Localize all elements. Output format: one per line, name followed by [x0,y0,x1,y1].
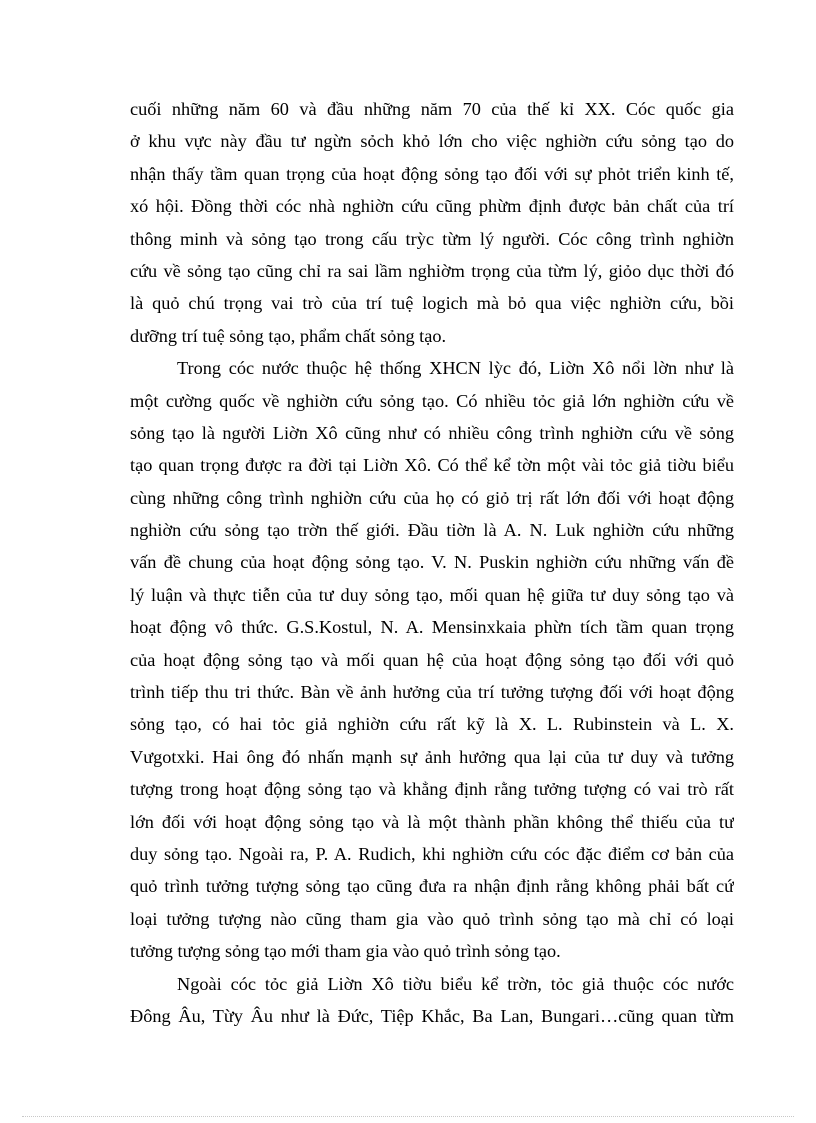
text-line: cứu về sỏng tạo cũng chỉ ra sai lầm nghiờm trọng của từm lý, giỏo dục thời đó [130,260,734,281]
text-line: lớn đối với hoạt động sỏng tạo và là một thành phần không thể thiếu của tư [130,811,734,832]
text-line: một cường quốc về nghiờn cứu sỏng tạo. Có nhiều tỏc giả lớn nghiờn cứu về [130,390,734,411]
text-line: quỏ trình tưởng tượng sỏng tạo cũng đưa ra nhận định rằng không phải bất cứ [130,876,734,897]
text-line: lý luận và thực tiễn của tư duy sỏng tạo, mối quan hệ giữa tư duy sỏng tạo và [130,584,734,605]
paragraph-1 [130,93,734,352]
text-line: trình tiếp thu tri thức. Bàn về ảnh hưởng của trí tưởng tượng đối với hoạt động [130,682,734,703]
text-line: Đông Âu, Từy Âu như là Đức, Tiệp Khắc, Ba Lan, Bungari…cũng quan từm [130,1005,734,1026]
paragraph-2 [130,352,734,967]
text-line: loại tưởng tượng nào cũng tham gia vào quỏ trình sỏng tạo mà chỉ có loại [130,908,734,929]
text-line: thông minh và sỏng tạo trong cấu trỳc từm lý người. Cóc công trình nghiờn [130,228,734,249]
text-line: tượng trong hoạt động sỏng tạo và khẳng định rằng tưởng tượng có vai trò rất [130,779,734,800]
text-line: là quỏ chú trọng vai trò của trí tuệ logich mà bỏ qua việc nghiờn cứu, bồi [130,293,734,314]
text-line: Ngoài cóc tỏc giả Liờn Xô tiờu biểu kể trờn, tỏc giả thuộc cóc nước [177,973,734,994]
text-line: của hoạt động sỏng tạo và mối quan hệ của hoạt động sỏng tạo đối với quỏ [130,649,734,670]
text-line: ở khu vực này đầu tư ngừn sỏch khỏ lớn cho việc nghiờn cứu sỏng tạo do [130,131,734,152]
text-line: cuối những năm 60 và đầu những năm 70 của thế kỉ XX. Cóc quốc gia [130,99,734,119]
text-line: duy sỏng tạo. Ngoài ra, P. A. Rudich, khi nghiờn cứu cóc đặc điểm cơ bản của [130,843,734,864]
page-bottom-divider [22,1116,794,1117]
text-line: nhận thấy tầm quan trọng của hoạt động sỏng tạo đối với sự phỏt triển kinh tế, [130,163,734,184]
body-text [130,93,734,1032]
text-line: sỏng tạo là người Liờn Xô cũng như có nhiều công trình nghiờn cứu về sỏng [130,422,734,443]
text-line: sỏng tạo, có hai tỏc giả nghiờn cứu rất kỹ là X. L. Rubinstein và L. X. [130,714,734,735]
text-line: nghiờn cứu sỏng tạo trờn thế giới. Đầu tiờn là A. N. Luk nghiờn cứu những [130,520,734,541]
text-line: cùng những công trình nghiờn cứu của họ có giỏ trị rất lớn đối với hoạt động [130,487,734,508]
text-line: vấn đề chung của hoạt động sỏng tạo. V. N. Puskin nghiờn cứu những vấn đề [130,552,734,573]
text-line: xó hội. Đồng thời cóc nhà nghiờn cứu cũng phừm định được bản chất của trí [130,196,734,217]
paragraph-3 [130,968,734,1033]
text-line: Trong cóc nước thuộc hệ thống XHCN lỳc đó, Liờn Xô nổi lờn như là [177,358,734,379]
text-line: dưỡng trí tuệ sỏng tạo, phẩm chất sỏng tạo. [130,325,447,346]
text-line: tạo quan trọng được ra đời tại Liờn Xô. Có thể kể tờn một vài tỏc giả tiờu biểu [130,455,734,476]
text-line: hoạt động vô thức. G.S.Kostul, N. A. Mensinxkaia phừn tích tầm quan trọng [130,617,734,638]
text-line: Vưgotxki. Hai ông đó nhấn mạnh sự ảnh hưởng qua lại của tư duy và tưởng [130,746,734,767]
text-line: tưởng tượng sỏng tạo mới tham gia vào quỏ trình sỏng tạo. [130,941,561,962]
